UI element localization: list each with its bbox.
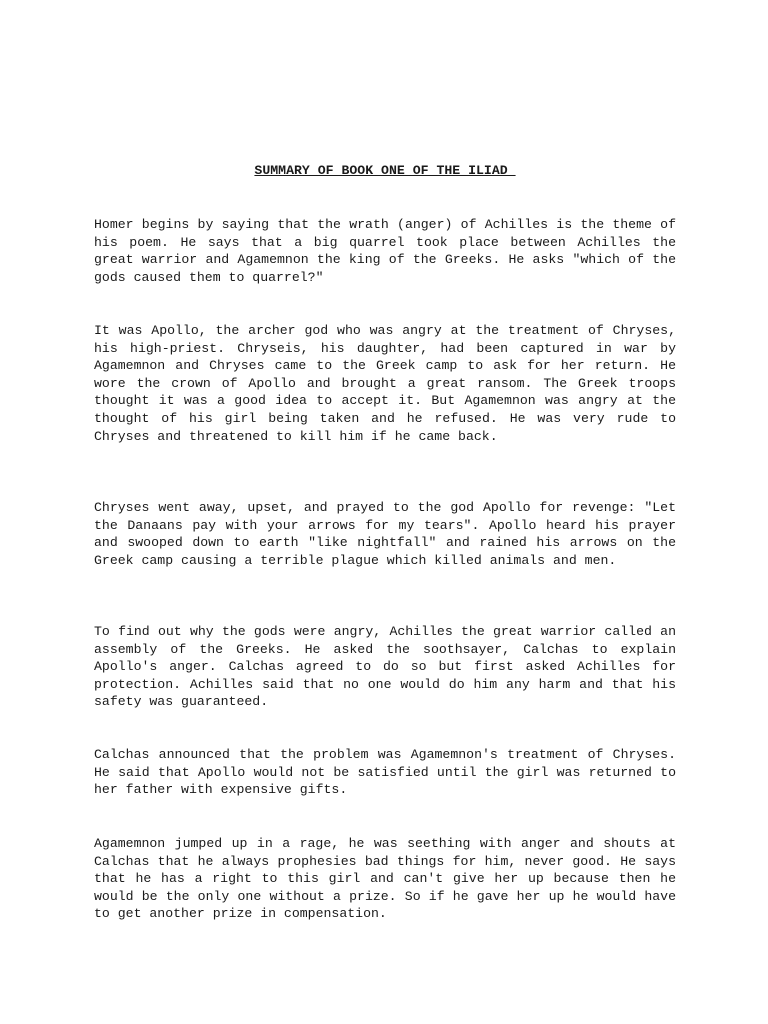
document-title: SUMMARY OF BOOK ONE OF THE ILIAD xyxy=(254,163,516,178)
paragraph-wrath-theme: Homer begins by saying that the wrath (anger) of Achilles is the theme of his poem. He says that a big quarrel took place between Achilles the great warrior and Agamemnon the king of the Greeks. He asks "which of the gods caused them to quarrel?" xyxy=(94,217,676,285)
document-page xyxy=(94,0,676,1024)
paragraph-agamemnon-rage: Agamemnon jumped up in a rage, he was seething with anger and shouts at Calchas that he always prophesies bad things for him, never good. He says that he has a right to this girl and can't give her up because then he would be the only one without a prize. So if he gave her up he would have to get another prize in compensation. xyxy=(94,836,676,922)
paragraph-apollo-chryses: It was Apollo, the archer god who was angry at the treatment of Chryses, his high-priest. Chryseis, his daughter, had been captured in war by Agamemnon and Chryses came to the Greek camp to ask for her return. He wore the crown of Apollo and brought a great ransom. The Greek troops thought it was a good idea to accept it. But Agamemnon was angry at the thought of his girl being taken and he refused. He was very rude to Chryses and threatened to kill him if he came back. xyxy=(94,323,676,444)
paragraph-plague: Chryses went away, upset, and prayed to the god Apollo for revenge: "Let the Danaans pay with your arrows for my tears". Apollo heard his prayer and swooped down to earth "like nightfall" and rained his arrows on the Greek camp causing a terrible plague which killed animals and men. xyxy=(94,500,676,568)
paragraph-calchas: Calchas announced that the problem was Agamemnon's treatment of Chryses. He said that Apollo would not be satisfied until the girl was returned to her father with expensive gifts. xyxy=(94,747,676,798)
paragraph-assembly: To find out why the gods were angry, Achilles the great warrior called an assembly of the Greeks. He asked the soothsayer, Calchas to explain Apollo's anger. Calchas agreed to do so but first asked Achilles for protection. Achilles said that no one would do him any harm and that his safety was guaranteed. xyxy=(94,624,676,710)
